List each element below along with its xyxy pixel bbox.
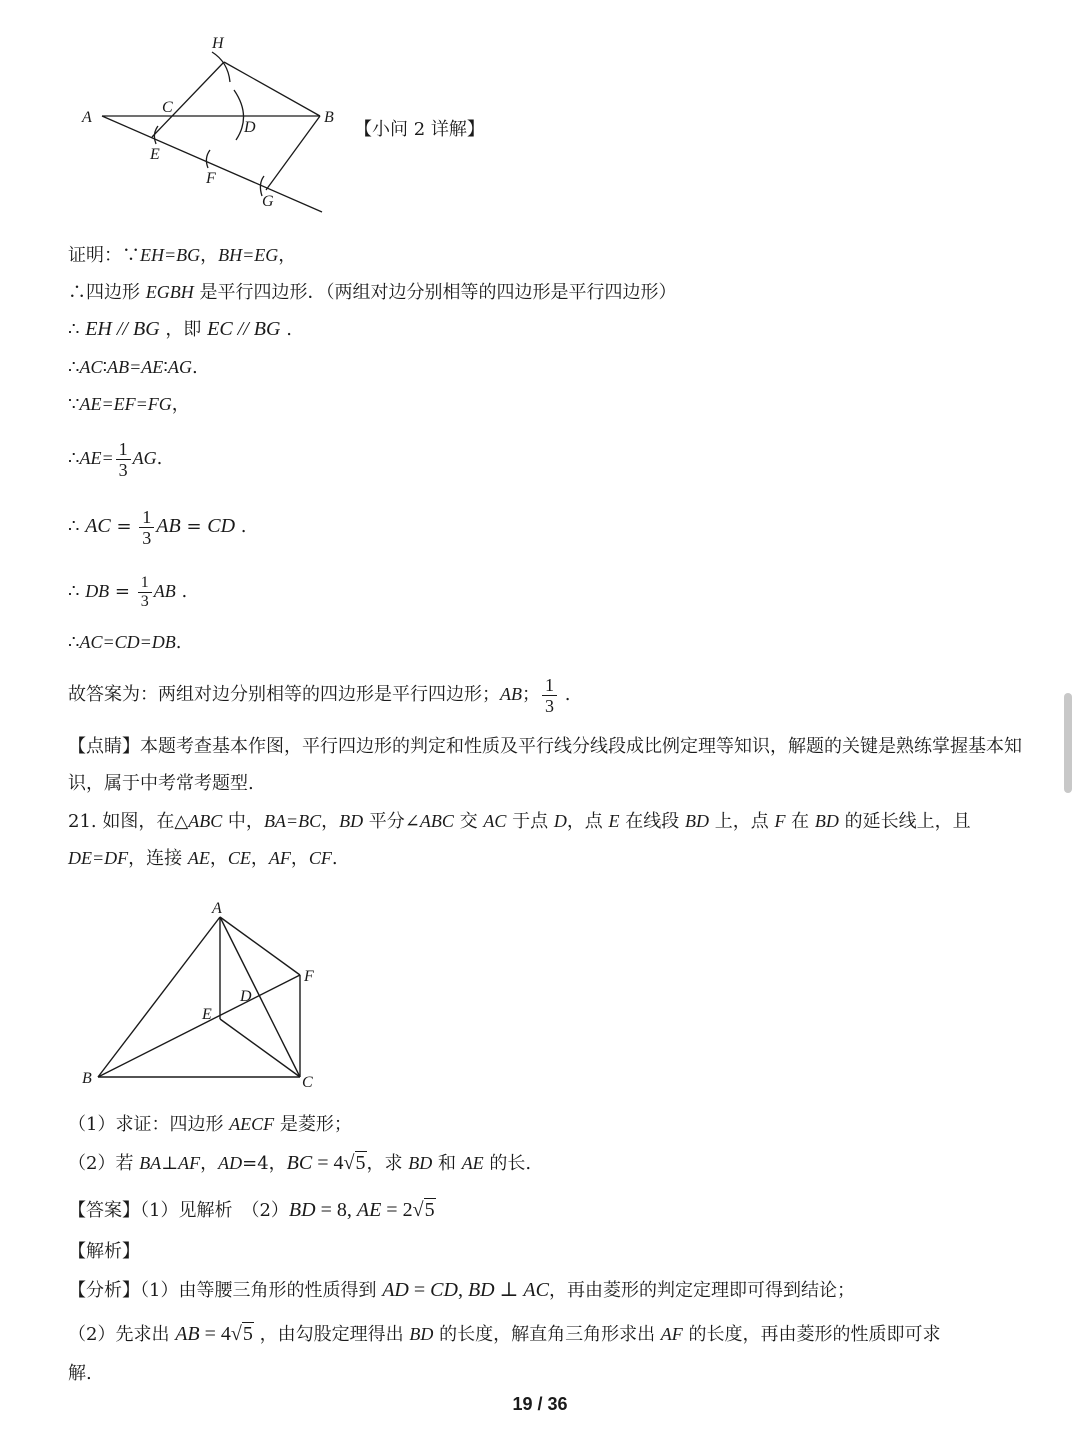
segment-AF <box>220 917 300 975</box>
part-2: （2）若 BA⊥AF，AD=4，BC = 4√5，求 BD 和 AE 的长. <box>68 1152 532 1174</box>
analysis-heading: 【解析】 <box>68 1241 140 1262</box>
segment-CE <box>220 1019 300 1077</box>
part-1: （1）求证：四边形 AECF 是菱形； <box>68 1114 352 1135</box>
answer-line: 【答案】（1）见解析 （2）BD = 8, AE = 2√5 <box>68 1199 435 1221</box>
analysis-line-1: 【分析】（1）由等腰三角形的性质得到 AD = CD, BD ⊥ AC，再由菱形的判定定理即可得到结论； <box>68 1279 855 1301</box>
label-E: E <box>150 146 160 163</box>
proof-line-1: 证明：∵EH=BG，BH=EG， <box>68 245 297 266</box>
question-21-text: 21. 如图，在△ABC 中，BA=BC，BD 平分∠ABC 交 AC 于点 D，点 E 在线段 BD 上，点 F 在 BD 的延长线上，且 DE=DF，连接 AE，CE，AF，CF. <box>68 811 971 869</box>
proof-line-8: ∴ DB = $\frac{1}{3}$ AB . <box>68 573 188 610</box>
proof-line-4: ∴AC∶AB=AE∶AG. <box>68 357 198 378</box>
sqrt-radicand: 5 <box>242 1323 253 1345</box>
sqrt-radicand: 5 <box>424 1199 435 1221</box>
segment-HB <box>224 62 320 116</box>
segment-BF <box>98 975 300 1077</box>
sqrt-radicand: 5 <box>355 1152 366 1174</box>
ray-AG <box>102 116 322 212</box>
vertical-scrollbar[interactable] <box>1064 693 1072 793</box>
page-number: 19 / 36 <box>512 1394 568 1414</box>
segment-BG <box>266 116 320 190</box>
fraction-one-third: $\frac{1}{3}$ <box>542 675 557 716</box>
analysis-line-2: （2）先求出 AB = 4√5 ，由勾股定理得出 BD 的长度，解直角三角形求出 AF 的长度，再由菱形的性质即可求 <box>68 1323 941 1345</box>
subquestion-2-heading: 【小问 2 详解】 <box>354 119 485 140</box>
label-F: F <box>304 968 314 985</box>
arc-E <box>154 126 158 144</box>
label-E: E <box>202 1006 212 1023</box>
arc-F <box>206 150 210 168</box>
proof-line-7: ∴ AC = $\frac{1}{3}$ AB = CD . <box>68 506 247 548</box>
fraction-one-third: $\frac{1}{3}$ <box>138 574 152 611</box>
answer-summary: 故答案为：两组对边分别相等的四边形是平行四边形；AB； $\frac{1}{3}$ . <box>68 674 571 716</box>
label-C: C <box>302 1074 313 1091</box>
fraction-one-third: $\frac{1}{3}$ <box>139 507 154 548</box>
label-D: D <box>240 988 252 1005</box>
analysis-line-3: 解. <box>68 1363 92 1384</box>
segment-AB <box>98 917 220 1077</box>
label-C: C <box>162 99 173 116</box>
label-H: H <box>212 35 224 52</box>
proof-line-2: ∴四边形 EGBH 是平行四边形．（两组对边分别相等的四边形是平行四边形） <box>68 282 677 303</box>
label-D: D <box>244 119 256 136</box>
label-F: F <box>206 170 216 187</box>
label-A: A <box>212 900 222 917</box>
label-B: B <box>82 1070 92 1087</box>
proof-line-9: ∴AC=CD=DB. <box>68 632 182 653</box>
segment-AC <box>220 917 300 1077</box>
fraction-one-third: $\frac{1}{3}$ <box>116 439 131 480</box>
arc-H <box>212 52 230 82</box>
label-B: B <box>324 109 334 126</box>
label-G: G <box>262 193 274 210</box>
label-A: A <box>82 109 92 126</box>
arc-D <box>234 90 244 140</box>
comment-paragraph: 【点睛】本题考查基本作图，平行四边形的判定和性质及平行线分线段成比例定理等知识，解题的关键是熟练掌握基本知识，属于中考常考题型. <box>68 736 1022 794</box>
construction-figure <box>80 30 340 220</box>
triangle-figure <box>78 895 328 1095</box>
proof-line-3: ∴ EH // BG ，即 EC // BG . <box>68 318 292 340</box>
proof-line-6: ∴AE= $\frac{1}{3}$ AG. <box>68 438 163 480</box>
proof-line-5: ∵AE=EF=FG， <box>68 394 190 415</box>
